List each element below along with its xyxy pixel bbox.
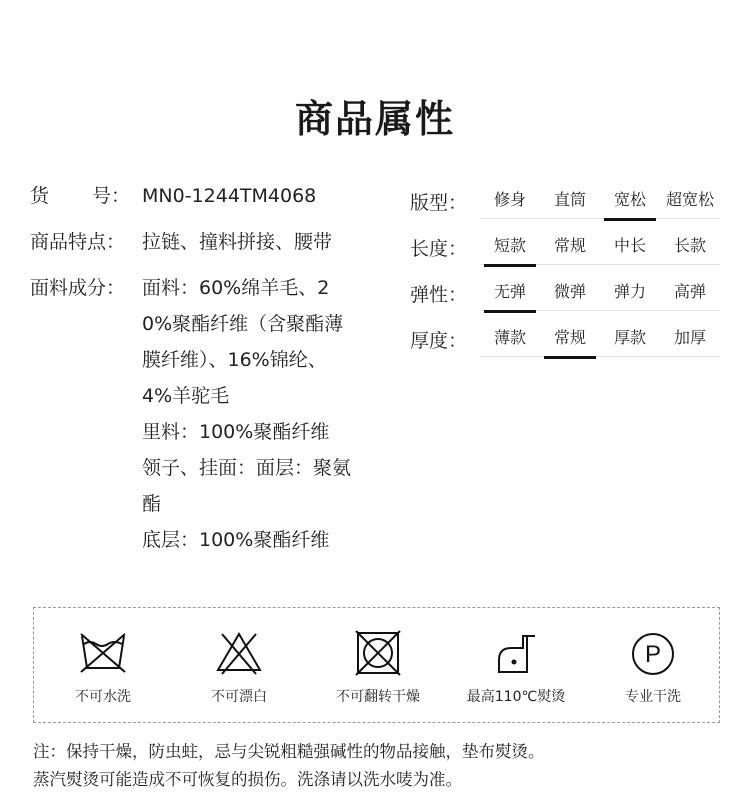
care-note [33, 738, 733, 794]
care-note-line: 蒸汽熨烫可能造成不可恢复的损伤。洗涤请以洗水唛为准。 [33, 770, 462, 789]
sku-key [30, 178, 142, 214]
care-item [593, 608, 713, 724]
material-line: 里料：100%聚酯纤维 [142, 421, 330, 443]
property-option: 厚款 [613, 327, 646, 347]
care-label: 专业干洗 [625, 689, 681, 705]
property-row-thickness [410, 316, 720, 362]
care-item [318, 608, 438, 724]
material-key: 面料成分： [30, 277, 126, 299]
property-options [480, 183, 720, 219]
care-label: 不可水洗 [75, 689, 131, 705]
property-option-selected: 宽松 [600, 183, 660, 219]
property-option: 弹力 [613, 281, 646, 301]
material-row [30, 270, 370, 558]
property-label: 弹性： [410, 283, 468, 306]
property-option: 微弹 [553, 281, 586, 301]
property-option: 长款 [673, 235, 706, 255]
property-option: 高弹 [673, 281, 706, 301]
property-option: 常规 [553, 235, 586, 255]
material-value [142, 270, 354, 558]
material-line: 面料：60%绵羊毛、20%聚酯纤维（含聚酯薄膜纤维）、16%锦纶、4%羊驼毛 [142, 277, 344, 407]
product-info [30, 178, 370, 568]
sku-value: MN0-1244TM4068 [142, 185, 317, 207]
property-label: 长度： [410, 237, 468, 260]
property-option-selected: 无弹 [480, 275, 540, 311]
care-note-line: 注：保持干燥，防虫蛀，忌与尖锐粗糙强碱性的物品接触，垫布熨烫。 [33, 742, 545, 761]
dry-clean-p-icon [628, 630, 678, 676]
property-option: 中长 [613, 235, 646, 255]
property-option: 超宽松 [665, 189, 714, 209]
sku-key-part-b: 号： [91, 185, 130, 207]
care-item [43, 608, 163, 724]
care-item [179, 608, 299, 724]
iron-110-icon [491, 630, 541, 676]
care-label: 最高110℃熨烫 [466, 689, 566, 705]
property-option: 修身 [493, 189, 526, 209]
property-option-selected: 短款 [480, 229, 540, 265]
property-options [480, 275, 720, 311]
property-option-selected: 常规 [540, 321, 600, 357]
property-option: 加厚 [673, 327, 706, 347]
care-label: 不可翻转干燥 [336, 689, 420, 705]
property-options [480, 321, 720, 357]
property-options [480, 229, 720, 265]
property-label: 版型： [410, 191, 468, 214]
no-wash-icon [78, 630, 128, 676]
feature-value: 拉链、撞料拼接、腰带 [142, 231, 333, 253]
page-title: 商品属性 [294, 97, 455, 141]
material-line: 底层：100%聚酯纤维 [142, 529, 330, 551]
no-bleach-icon [214, 630, 264, 676]
feature-key: 商品特点： [30, 231, 126, 253]
property-row-elasticity [410, 270, 720, 316]
no-tumble-dry-icon [353, 630, 403, 676]
care-label: 不可漂白 [211, 689, 267, 705]
property-option: 薄款 [493, 327, 526, 347]
property-row-length [410, 224, 720, 270]
sku-key-part-a: 货 [30, 185, 50, 207]
property-option: 直筒 [553, 189, 586, 209]
property-table [410, 178, 720, 362]
feature-row [30, 224, 370, 260]
property-row-fit [410, 178, 720, 224]
sku-row [30, 178, 370, 214]
care-item [456, 608, 576, 724]
property-label: 厚度： [410, 329, 468, 352]
svg-text:P: P [644, 641, 662, 668]
material-line: 领子、挂面：面层：聚氨酯 [142, 457, 352, 515]
care-instructions [33, 607, 720, 723]
